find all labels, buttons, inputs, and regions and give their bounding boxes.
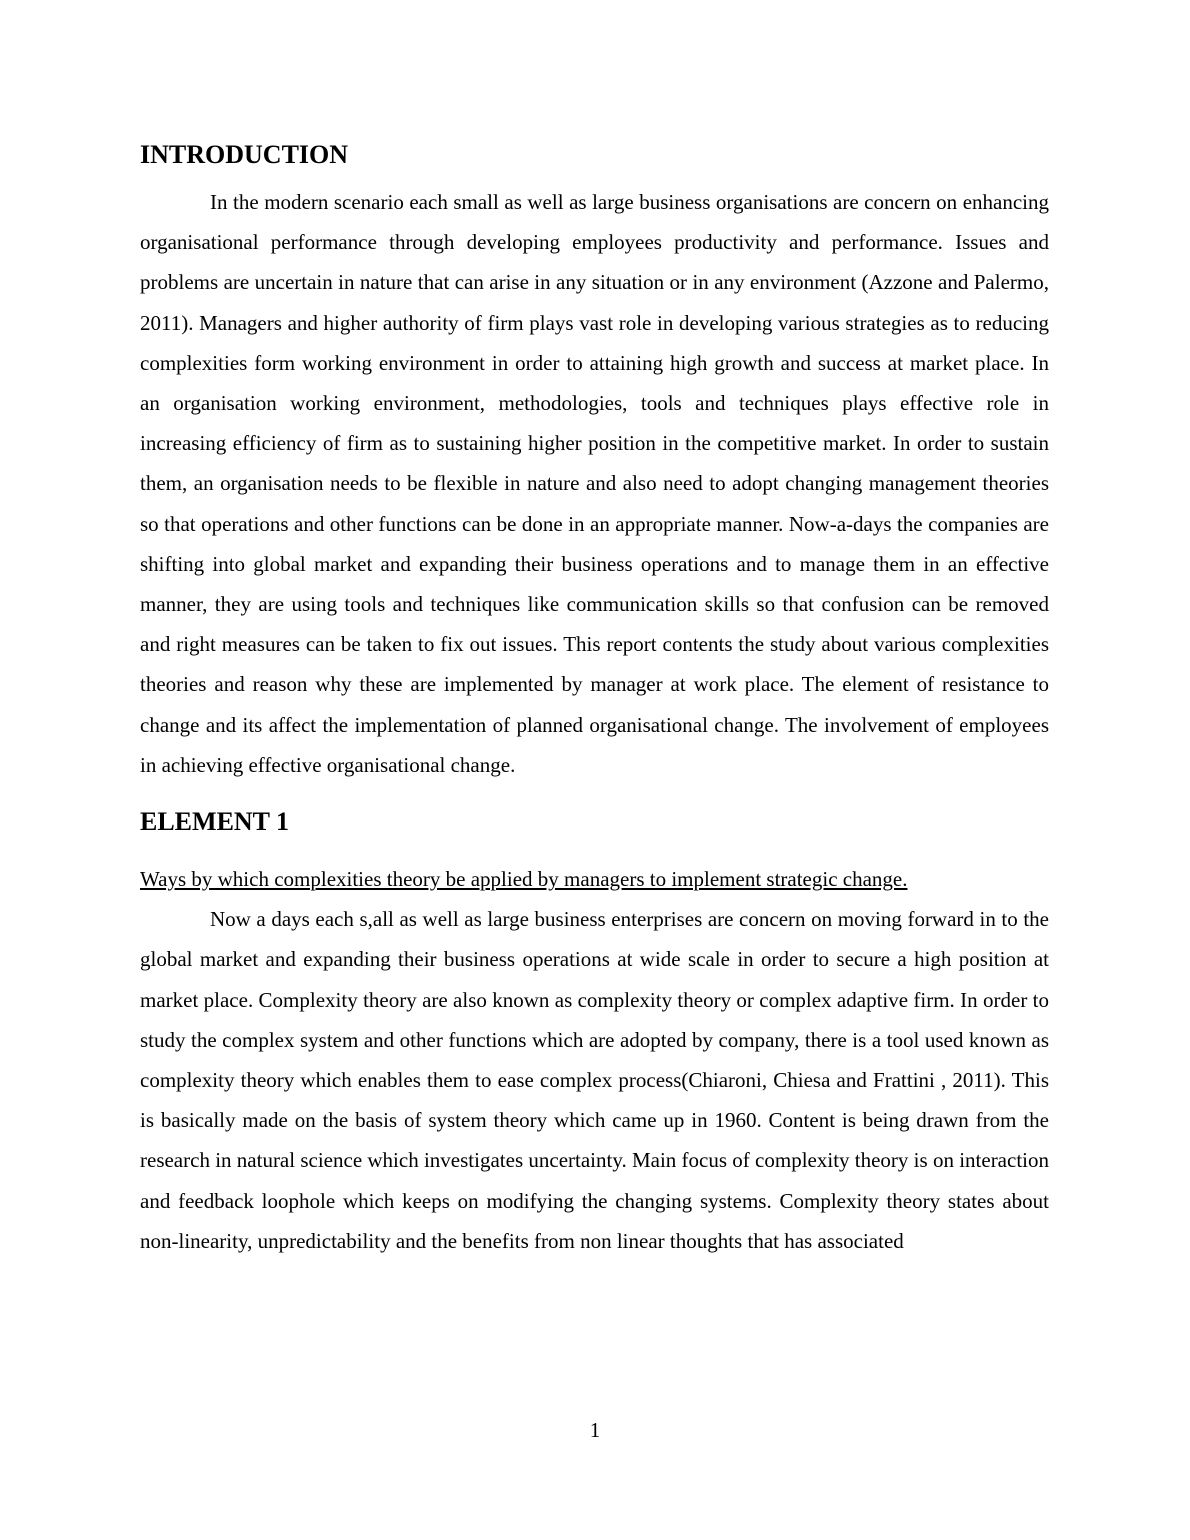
element-1-heading: ELEMENT 1 <box>140 807 290 837</box>
element-1-paragraph: Now a days each s,all as well as large business enterprises are concern on moving forward in to the global market and expanding their business operations at wide scale in order to secure a high position at market place. Complexity theory are also known as complexity theory or complex adaptive firm. In order to study the complex system and other functions which are adopted by company, there is a tool used known as complexity theory which enables them to ease complex process(Chiaroni, Chiesa and Frattini , 2011). This is basically made on the basis of system theory which came up in 1960. Content is being drawn from the research in natural science which investigates uncertainty. Main focus of complexity theory is on interaction and feedback loophole which keeps on modifying the changing systems. Complexity theory states about non-linearity, unpredictability and the benefits from non linear thoughts that has associated <box>140 907 1049 1253</box>
element-1-subheading: Ways by which complexities theory be applied by managers to implement strategic change. <box>140 867 908 892</box>
introduction-heading: INTRODUCTION <box>140 140 349 169</box>
introduction-paragraph: In the modern scenario each small as well as large business organisations are concern on enhancing organisational performance through developing employees productivity and performance. Issues and problems are uncertain in nature that can arise in any situation or in any environment (Azzone and Palermo, 2011). Managers and higher authority of firm plays vast role in developing various strategies as to reducing complexities form working environment in order to attaining high growth and success at market place. In an organisation working environment, methodologies, tools and techniques plays effective role in increasing efficiency of firm as to sustaining higher position in the competitive market. In order to sustain them, an organisation needs to be flexible in nature and also need to adopt changing management theories so that operations and other functions can be done in an appropriate manner. Now-a-days the companies are shifting into global market and expanding their business operations and to manage them in an effective manner, they are using tools and techniques like communication skills so that confusion can be removed and right measures can be taken to fix out issues. This report contents the study about various complexities theories and reason why these are implemented by manager at work place. The element of resistance to change and its affect the implementation of planned organisational change. The involvement of employees in achieving effective organisational change. <box>140 190 1049 777</box>
page-number: 1 <box>589 1418 601 1442</box>
page-content <box>140 138 1049 1261</box>
